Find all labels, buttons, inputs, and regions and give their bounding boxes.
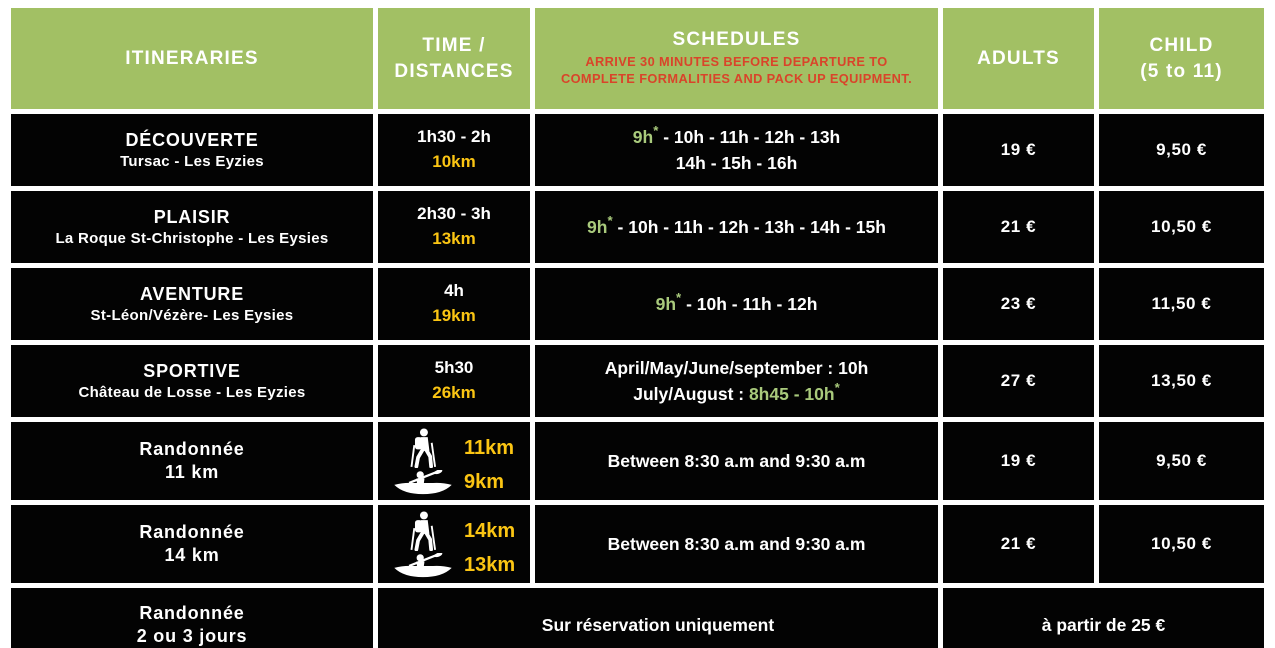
itinerary-cell <box>11 422 373 500</box>
schedule-cell: Between 8:30 a.m and 9:30 a.m <box>535 422 938 500</box>
itinerary-cell <box>11 191 373 263</box>
schedule-line2: 14h - 15h - 16h <box>675 153 798 173</box>
itinerary-name: Randonnée <box>139 438 245 459</box>
itinerary-cell <box>11 505 373 583</box>
reservation-cell: Sur réservation uniquement <box>378 588 938 648</box>
schedule-line1 <box>543 124 930 150</box>
schedule-first-time: 9h <box>632 126 654 147</box>
adults-price-cell: 21 € <box>943 191 1094 263</box>
schedule-cell <box>535 345 938 417</box>
canoe-distance: 9km <box>464 471 505 493</box>
time-distance-cell <box>378 191 530 263</box>
distance-value: 26km <box>432 383 476 402</box>
itinerary-cell <box>11 588 373 648</box>
table-row-decouverte <box>11 114 1264 186</box>
canoe-icon <box>392 553 454 578</box>
child-price-cell: 10,50 € <box>1099 191 1264 263</box>
time-value: 2h30 - 3h <box>417 204 491 224</box>
itinerary-name: SPORTIVE <box>143 360 241 381</box>
header-time-line2: DISTANCES <box>394 60 514 82</box>
itinerary-name: Randonnée <box>139 602 245 623</box>
time-distance-cell <box>378 268 530 340</box>
distance-value: 10km <box>432 152 476 171</box>
adults-price-cell: 19 € <box>943 422 1094 500</box>
itinerary-cell <box>11 345 373 417</box>
time-value: 5h30 <box>434 358 474 378</box>
itinerary-name: PLAISIR <box>153 206 231 227</box>
hiker-icon <box>392 428 454 468</box>
pricing-table <box>6 3 1269 648</box>
itinerary-cell <box>11 114 373 186</box>
time-value: 4h <box>444 281 464 301</box>
child-price-cell: 9,50 € <box>1099 422 1264 500</box>
header-schedules-title: SCHEDULES <box>672 29 801 51</box>
itinerary-name: DÉCOUVERTE <box>125 129 259 150</box>
table-row-sportive <box>11 345 1264 417</box>
schedule-months: July/August : <box>633 384 749 404</box>
table-row-randonnee-14 <box>11 505 1264 583</box>
itinerary-name: Randonnée <box>139 521 245 542</box>
adults-price-cell: 27 € <box>943 345 1094 417</box>
header-itineraries <box>11 8 373 109</box>
time-distance-cell <box>378 422 530 500</box>
table-row-randonnee-2-3-jours <box>11 588 1264 648</box>
asterisk: * <box>607 213 613 229</box>
header-time-line1: TIME / <box>422 34 486 56</box>
table-row-aventure <box>11 268 1264 340</box>
itinerary-route: St-Léon/Vézère- Les Eysies <box>90 306 294 324</box>
time-distance-cell <box>378 345 530 417</box>
schedule-times: - 10h - 11h - 12h <box>681 293 818 314</box>
header-itineraries-label: ITINERARIES <box>125 47 259 69</box>
hike-distance: 14km <box>464 519 516 542</box>
time-value: 1h30 - 2h <box>417 127 491 147</box>
time-distance-cell <box>378 114 530 186</box>
asterisk: * <box>676 290 682 306</box>
schedule-times: - 10h - 11h - 12h - 13h <box>658 126 841 147</box>
time-distance-cell <box>378 505 530 583</box>
schedule-times: - 10h - 11h - 12h - 13h - 14h - 15h <box>612 216 886 237</box>
itinerary-cell <box>11 268 373 340</box>
header-child <box>1099 8 1264 109</box>
itinerary-route: 11 km <box>164 462 220 482</box>
adults-price-cell: 23 € <box>943 268 1094 340</box>
child-price-cell: 10,50 € <box>1099 505 1264 583</box>
hike-distance: 11km <box>464 436 515 459</box>
schedule-cell <box>535 191 938 263</box>
schedule-cell <box>535 268 938 340</box>
header-child-line1: CHILD <box>1149 34 1214 56</box>
itinerary-name: AVENTURE <box>139 283 245 304</box>
header-schedules-note: ARRIVE 30 MINUTES BEFORE DEPARTURE TO COMPLETE FORMALITIES AND PACK UP EQUIPMENT. <box>560 54 913 86</box>
itinerary-route: 2 ou 3 jours <box>136 626 248 646</box>
child-price-cell: 9,50 € <box>1099 114 1264 186</box>
header-child-line2: (5 to 11) <box>1140 60 1223 82</box>
schedule-first-time: 9h <box>655 293 677 314</box>
schedule-line1 <box>543 291 930 317</box>
table-row-randonnee-11 <box>11 422 1264 500</box>
schedule-first-time: 9h <box>587 216 608 237</box>
schedule-times-green: 8h45 - 10h <box>748 384 835 404</box>
asterisk: * <box>834 380 840 396</box>
from-price-cell: à partir de 25 € <box>943 588 1264 648</box>
header-time-distances <box>378 8 530 109</box>
schedule-line1 <box>543 214 930 240</box>
child-price-cell: 13,50 € <box>1099 345 1264 417</box>
child-price-cell: 11,50 € <box>1099 268 1264 340</box>
schedule-line1: April/May/June/september : 10h <box>604 357 869 378</box>
asterisk: * <box>653 122 659 138</box>
header-adults <box>943 8 1094 109</box>
hiker-icon <box>392 511 454 551</box>
distance-value: 13km <box>432 229 476 248</box>
itinerary-route: La Roque St-Christophe - Les Eysies <box>55 229 329 247</box>
itinerary-route: Tursac - Les Eyzies <box>120 152 264 170</box>
table-row-plaisir <box>11 191 1264 263</box>
adults-price-cell: 19 € <box>943 114 1094 186</box>
schedule-cell: Between 8:30 a.m and 9:30 a.m <box>535 505 938 583</box>
header-row <box>11 8 1264 109</box>
distance-value: 19km <box>432 306 476 325</box>
header-adults-label: ADULTS <box>977 47 1060 69</box>
canoe-distance: 13km <box>464 554 516 576</box>
header-schedules <box>535 8 938 109</box>
schedule-cell <box>535 114 938 186</box>
canoe-icon <box>392 470 454 495</box>
adults-price-cell: 21 € <box>943 505 1094 583</box>
itinerary-route: Château de Losse - Les Eyzies <box>78 383 306 401</box>
itinerary-route: 14 km <box>164 545 220 565</box>
schedule-line2 <box>543 381 930 407</box>
